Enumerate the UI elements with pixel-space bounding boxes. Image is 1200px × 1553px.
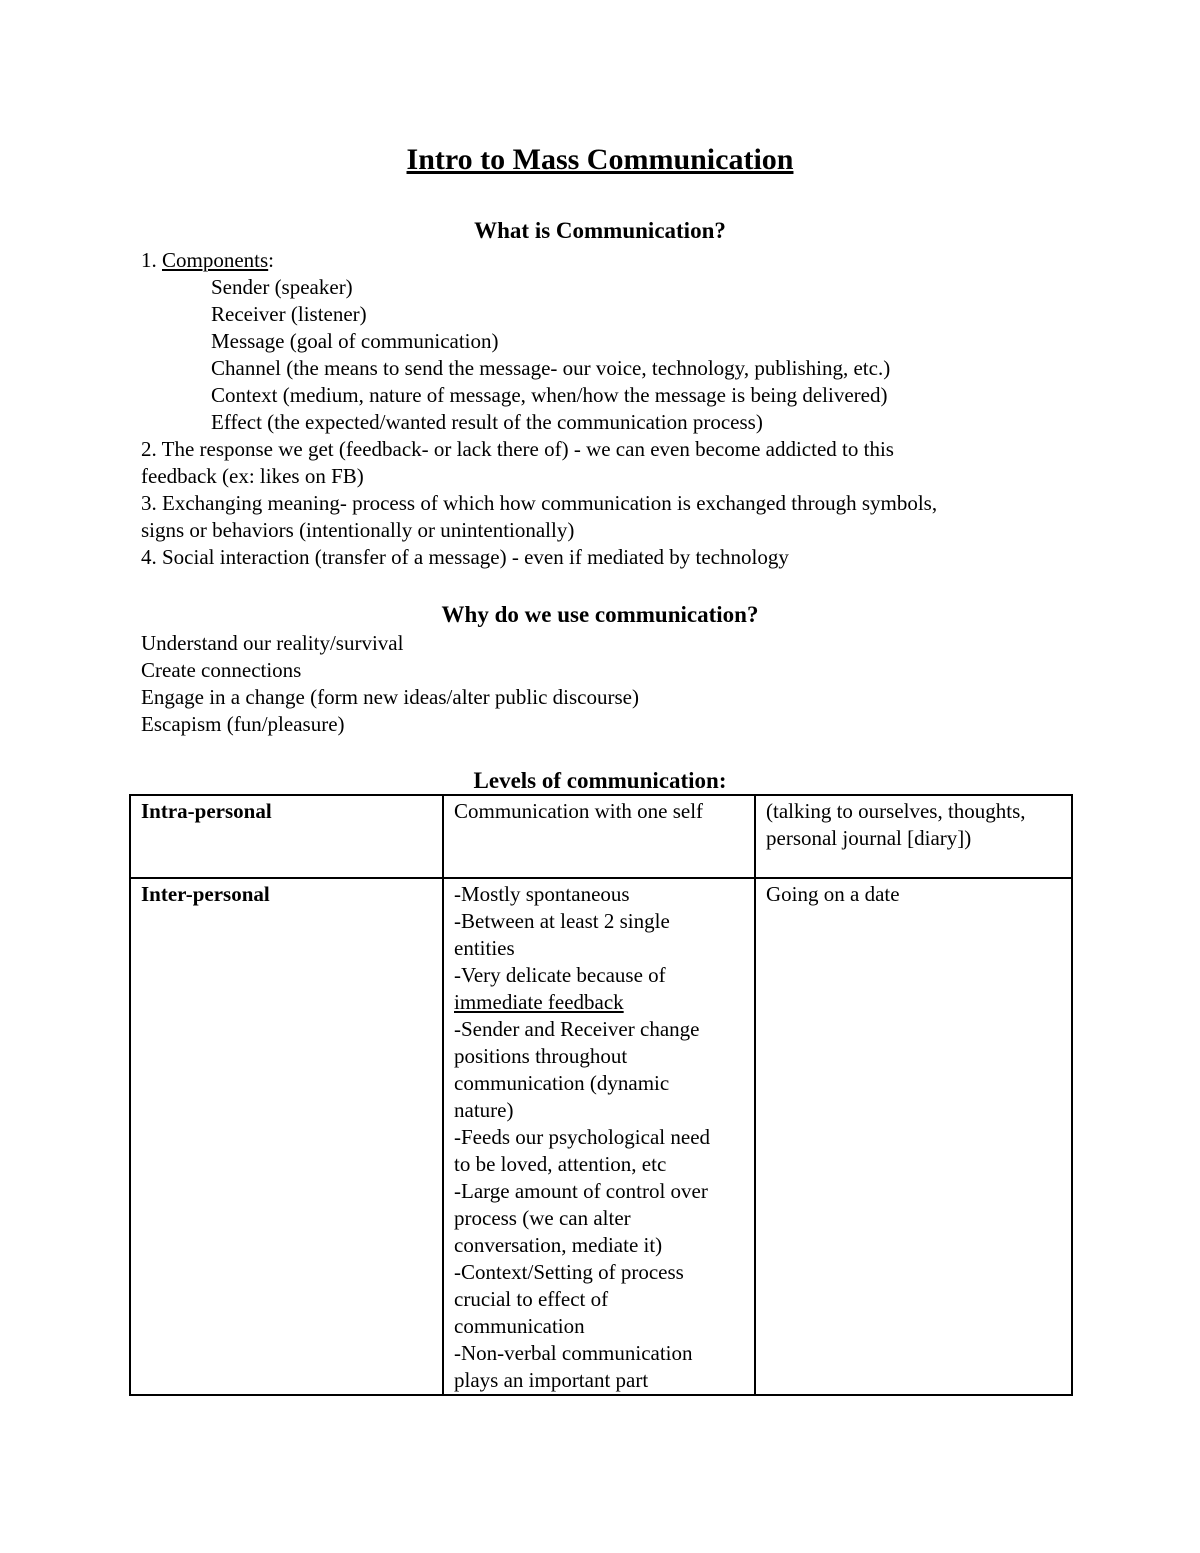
- item-2-line-1: 2. The response we get (feedback- or lack there of) - we can even become addicted to this: [141, 437, 894, 461]
- section-what-is-communication: [141, 247, 1061, 571]
- table-row: [130, 878, 1072, 1395]
- component-sender: Sender (speaker): [211, 275, 353, 299]
- example-cell: [755, 878, 1072, 1395]
- description-line: -Feeds our psychological need: [454, 1125, 711, 1149]
- description-line: -Context/Setting of process: [454, 1260, 684, 1284]
- description-line: -Non-verbal communication: [454, 1341, 693, 1365]
- item-1-number: 1.: [141, 248, 162, 272]
- level-name: Intra-personal: [141, 799, 272, 823]
- description-line: Communication with one self: [454, 799, 704, 823]
- description-line: crucial to effect of: [454, 1287, 609, 1311]
- description-line: process (we can alter: [454, 1206, 631, 1230]
- item-3-line-2: signs or behaviors (intentionally or unintentionally): [141, 518, 575, 542]
- components-label: Components: [162, 248, 269, 272]
- reason-item: Understand our reality/survival: [141, 631, 404, 655]
- level-cell: [130, 878, 443, 1395]
- example-line: personal journal [diary]): [766, 826, 972, 850]
- item-4: 4. Social interaction (transfer of a message) - even if mediated by technology: [141, 545, 789, 569]
- reason-item: Engage in a change (form new ideas/alter public discourse): [141, 685, 639, 709]
- description-line: -Mostly spontaneous: [454, 882, 630, 906]
- description-cell: [443, 878, 755, 1395]
- description-line: -Sender and Receiver change: [454, 1017, 700, 1041]
- level-name: Inter-personal: [141, 882, 270, 906]
- reason-item: Create connections: [141, 658, 302, 682]
- description-line: nature): [454, 1098, 514, 1122]
- component-context: Context (medium, nature of message, when/how the message is being delivered): [211, 383, 888, 407]
- example-line: Going on a date: [766, 882, 900, 906]
- description-line: -Between at least 2 single: [454, 909, 670, 933]
- heading-what-is-communication: What is Communication?: [474, 218, 726, 243]
- description-line: communication (dynamic: [454, 1071, 670, 1095]
- description-cell: [443, 795, 755, 878]
- example-line: (talking to ourselves, thoughts,: [766, 799, 1026, 823]
- description-line: entities: [454, 936, 515, 960]
- description-line: to be loved, attention, etc: [454, 1152, 667, 1176]
- component-message: Message (goal of communication): [211, 329, 499, 353]
- description-line: communication: [454, 1314, 585, 1338]
- levels-table: [129, 794, 1073, 1396]
- description-line-underlined: immediate feedback: [454, 990, 624, 1014]
- level-cell: [130, 795, 443, 878]
- heading-levels-of-communication: Levels of communication:: [473, 768, 727, 793]
- item-1-colon: :: [268, 248, 275, 272]
- description-line: plays an important part: [454, 1368, 649, 1392]
- description-line: positions throughout: [454, 1044, 628, 1068]
- description-line: -Large amount of control over: [454, 1179, 708, 1203]
- item-3-line-1: 3. Exchanging meaning- process of which how communication is exchanged through symbols,: [141, 491, 938, 515]
- component-effect: Effect (the expected/wanted result of the communication process): [211, 410, 763, 434]
- description-line: -Very delicate because of: [454, 963, 666, 987]
- component-channel: Channel (the means to send the message- our voice, technology, publishing, etc.): [211, 356, 891, 380]
- document-title: Intro to Mass Communication: [406, 143, 794, 176]
- table-row: [130, 795, 1072, 878]
- heading-why-communication: Why do we use communication?: [441, 602, 759, 627]
- item-1: [141, 247, 1061, 274]
- section-why-communication: [141, 630, 1061, 738]
- description-line: conversation, mediate it): [454, 1233, 663, 1257]
- item-2-line-2: feedback (ex: likes on FB): [141, 464, 364, 488]
- reason-item: Escapism (fun/pleasure): [141, 712, 345, 736]
- example-cell: [755, 795, 1072, 878]
- component-receiver: Receiver (listener): [211, 302, 367, 326]
